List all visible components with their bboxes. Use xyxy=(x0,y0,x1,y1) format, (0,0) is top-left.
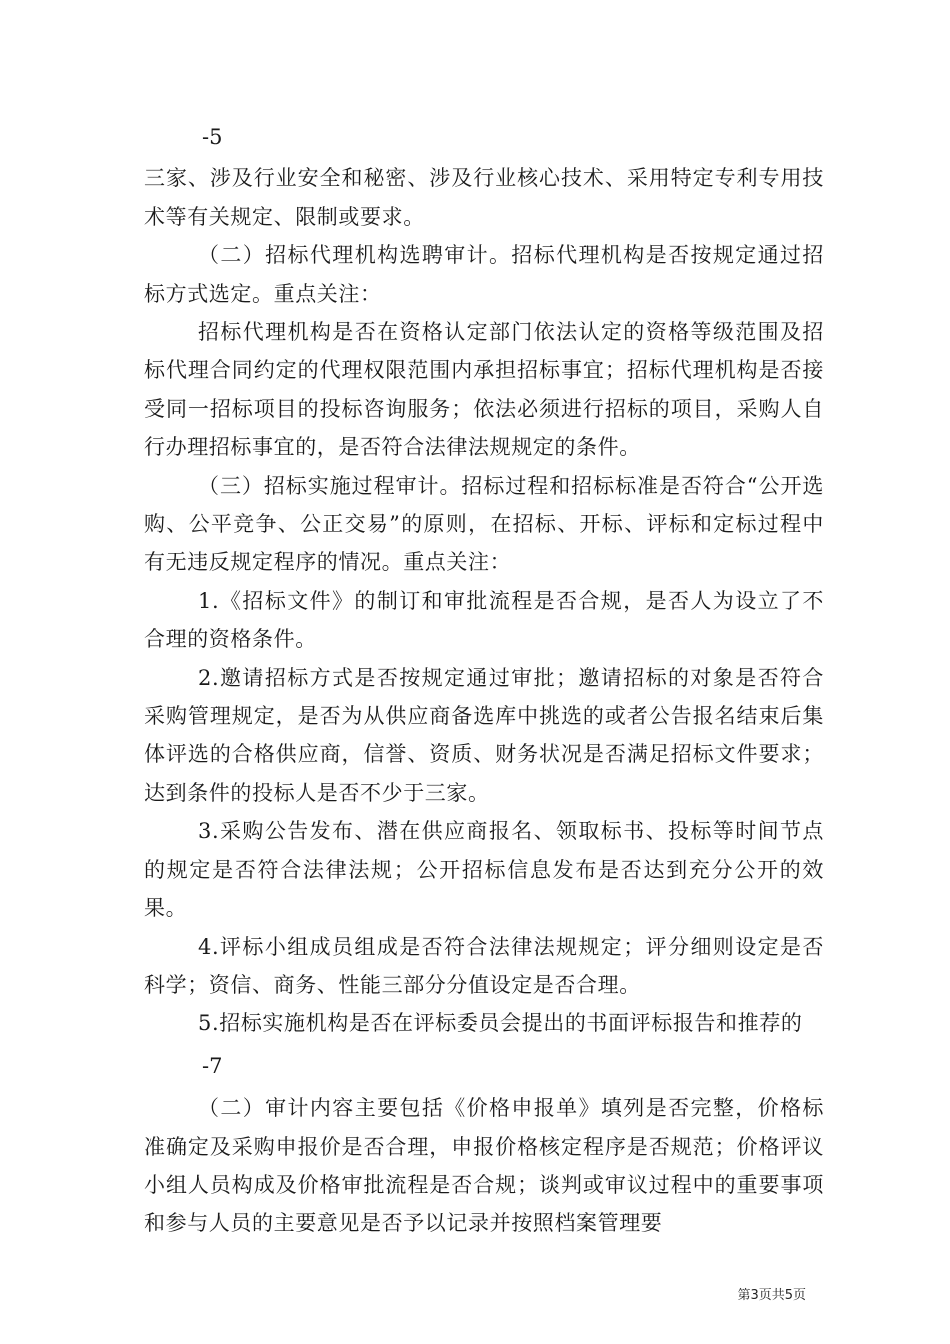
document-body xyxy=(144,118,824,1243)
paragraph-section-2: （二）招标代理机构选聘审计。招标代理机构是否按规定通过招标方式选定。重点关注： xyxy=(144,243,824,306)
paragraph-price-audit: （二）审计内容主要包括《价格申报单》填列是否完整，价格标准确定及采购申报价是否合理，申报价格核定程序是否规范；价格评议小组人员构成及价格审批流程是否合规；谈判或审议过程中的重要事项和参与人员的主要意见是否予以记录并按照档案管理要 xyxy=(144,1096,824,1236)
paragraph-section-3: （三）招标实施过程审计。招标过程和招标标准是否符合“公开选购、公平竞争、公正交易”的原则，在招标、开标、评标和定标过程中有无违反规定程序的情况。重点关注： xyxy=(144,473,824,575)
paragraph-item-2: 2.邀请招标方式是否按规定通过审批；邀请招标的对象是否符合采购管理规定，是否为从供应商备选库中挑选的或者公告报名结束后集体评选的合格供应商，信誉、资质、财务状况是否满足招标文件要求；达到条件的投标人是否不少于三家。 xyxy=(144,665,824,805)
paragraph-agency-focus: 招标代理机构是否在资格认定部门依法认定的资格等级范围及招标代理合同约定的代理权限范围内承担招标事宜；招标代理机构是否接受同一招标项目的投标咨询服务；依法必须进行招标的项目，采购人自行办理招标事宜的，是否符合法律法规规定的条件。 xyxy=(144,320,824,460)
page-marker-mid: -7 xyxy=(202,1053,223,1078)
paragraph-continuation: 三家、涉及行业安全和秘密、涉及行业核心技术、采用特定专利专用技术等有关规定、限制或要求。 xyxy=(144,166,824,229)
paragraph-item-5: 5.招标实施机构是否在评标委员会提出的书面评标报告和推荐的 xyxy=(198,1011,803,1036)
paragraph-item-4: 4.评标小组成员组成是否符合法律法规规定；评分细则设定是否科学；资信、商务、性能三部分分值设定是否合理。 xyxy=(144,934,824,997)
paragraph-item-3: 3.采购公告发布、潜在供应商报名、领取标书、投标等时间节点的规定是否符合法律法规；公开招标信息发布是否达到充分公开的效果。 xyxy=(144,819,824,921)
page-number-footer: 第3页共5页 xyxy=(737,1288,806,1303)
paragraph-item-1: 1.《招标文件》的制订和审批流程是否合规，是否人为设立了不合理的资格条件。 xyxy=(144,588,824,652)
page-marker-top: -5 xyxy=(202,125,223,149)
